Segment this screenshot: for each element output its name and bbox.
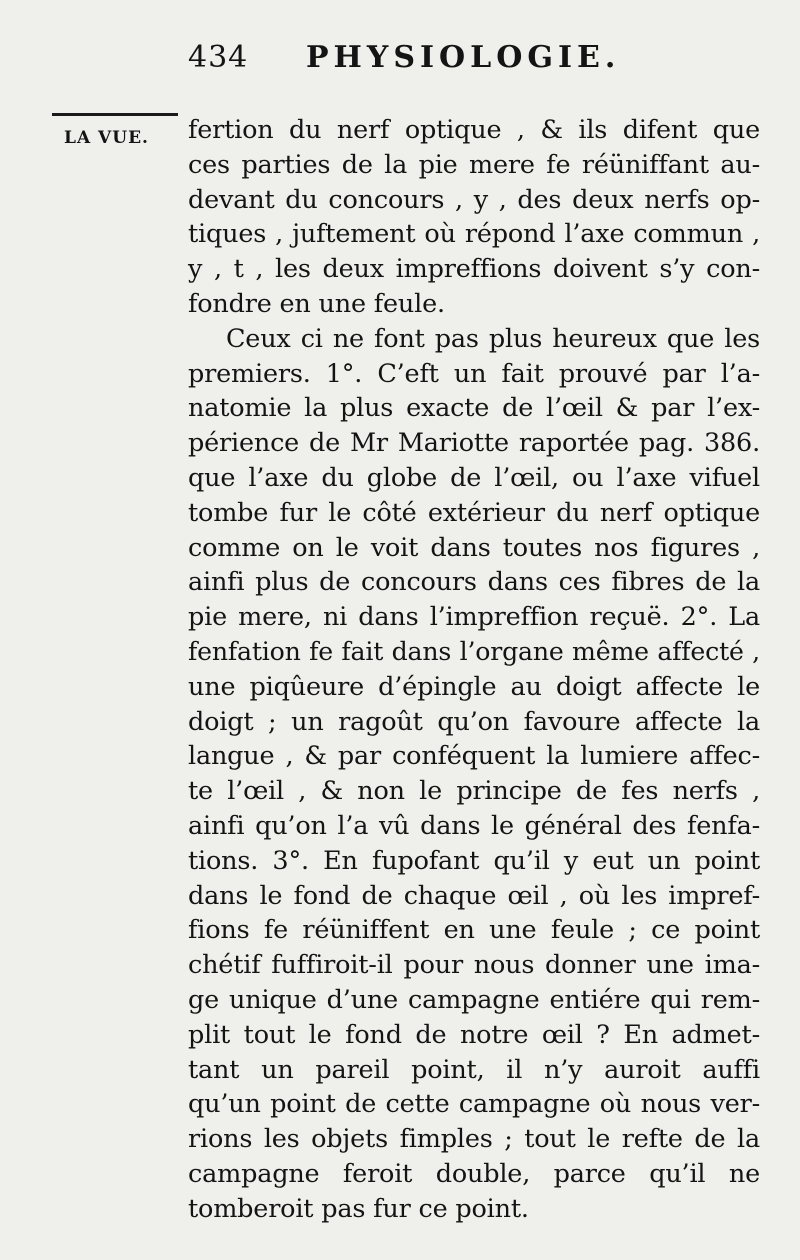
running-title: PHYSIOLOGIE. [306, 40, 621, 75]
text-line: ainfi qu’on l’a vû dans le général des fenfa- [188, 810, 760, 841]
text-line: Ceux ci ne font pas plus heureux que les [226, 323, 760, 354]
text-line: te l’œil , & non le principe de fes nerfs , [188, 776, 760, 807]
text-line: ces parties de la pie mere fe réüniffant au- [188, 149, 760, 180]
text-line: fondre en une feule. [188, 288, 445, 319]
text-line: ge unique d’une campagne entiére qui rem- [188, 984, 760, 1015]
text-line: dans le fond de chaque œil , où les impref- [188, 880, 760, 911]
text-line: tomberoit pas fur ce point. [188, 1193, 529, 1224]
text-line: premiers. 1°. C’eft un fait prouvé par l’a- [188, 358, 760, 389]
text-line: tions. 3°. En fupofant qu’il y eut un point [188, 845, 760, 876]
text-line: natomie la plus exacte de l’œil & par l’ex- [188, 393, 760, 424]
text-line: doigt ; un ragoût qu’on favoure affecte la [188, 706, 760, 737]
text-line: tombe fur le côté extérieur du nerf optique [188, 497, 760, 528]
text-line: campagne feroit double, parce qu’il ne [188, 1158, 760, 1189]
text-line: fions fe réüniffent en une feule ; ce point [188, 915, 760, 946]
text-line: rions les objets fimples ; tout le refte de la [188, 1124, 760, 1155]
text-line: ainfi plus de concours dans ces fibres de la [188, 567, 760, 598]
text-line: plit tout le fond de notre œil ? En admet- [188, 1019, 760, 1050]
text-line: chétif fuffiroit-il pour nous donner une ima- [188, 950, 760, 981]
text-line: tant un pareil point, il n’y auroit auffi [188, 1054, 760, 1085]
text-line: y , t , les deux impreffions doivent s’y con- [188, 254, 760, 285]
margin-note: LA VUE. [64, 128, 149, 148]
text-line: fertion du nerf optique , & ils difent que [188, 115, 760, 145]
text-line: fenfation fe fait dans l’organe même affecté , [188, 636, 760, 666]
page-number: 434 [188, 40, 249, 75]
body-text [188, 113, 760, 1227]
text-line: périence de Mr Mariotte raportée pag. 386. [188, 428, 760, 459]
text-line: tiques , juftement où répond l’axe commun , [188, 219, 760, 250]
text-line: que l’axe du globe de l’œil, ou l’axe vifuel [188, 462, 760, 493]
text-line: pie mere, ni dans l’impreffion reçuë. 2°. La [188, 602, 760, 633]
text-line: comme on le voit dans toutes nos figures , [188, 532, 760, 563]
text-line: une piqûeure d’épingle au doigt affecte le [188, 671, 760, 702]
text-line: devant du concours , y , des deux nerfs op- [188, 184, 760, 215]
text-line: langue , & par conféquent la lumiere affec- [188, 741, 760, 772]
text-line: qu’un point de cette campagne où nous ver- [188, 1089, 760, 1120]
margin-rule [52, 113, 178, 116]
